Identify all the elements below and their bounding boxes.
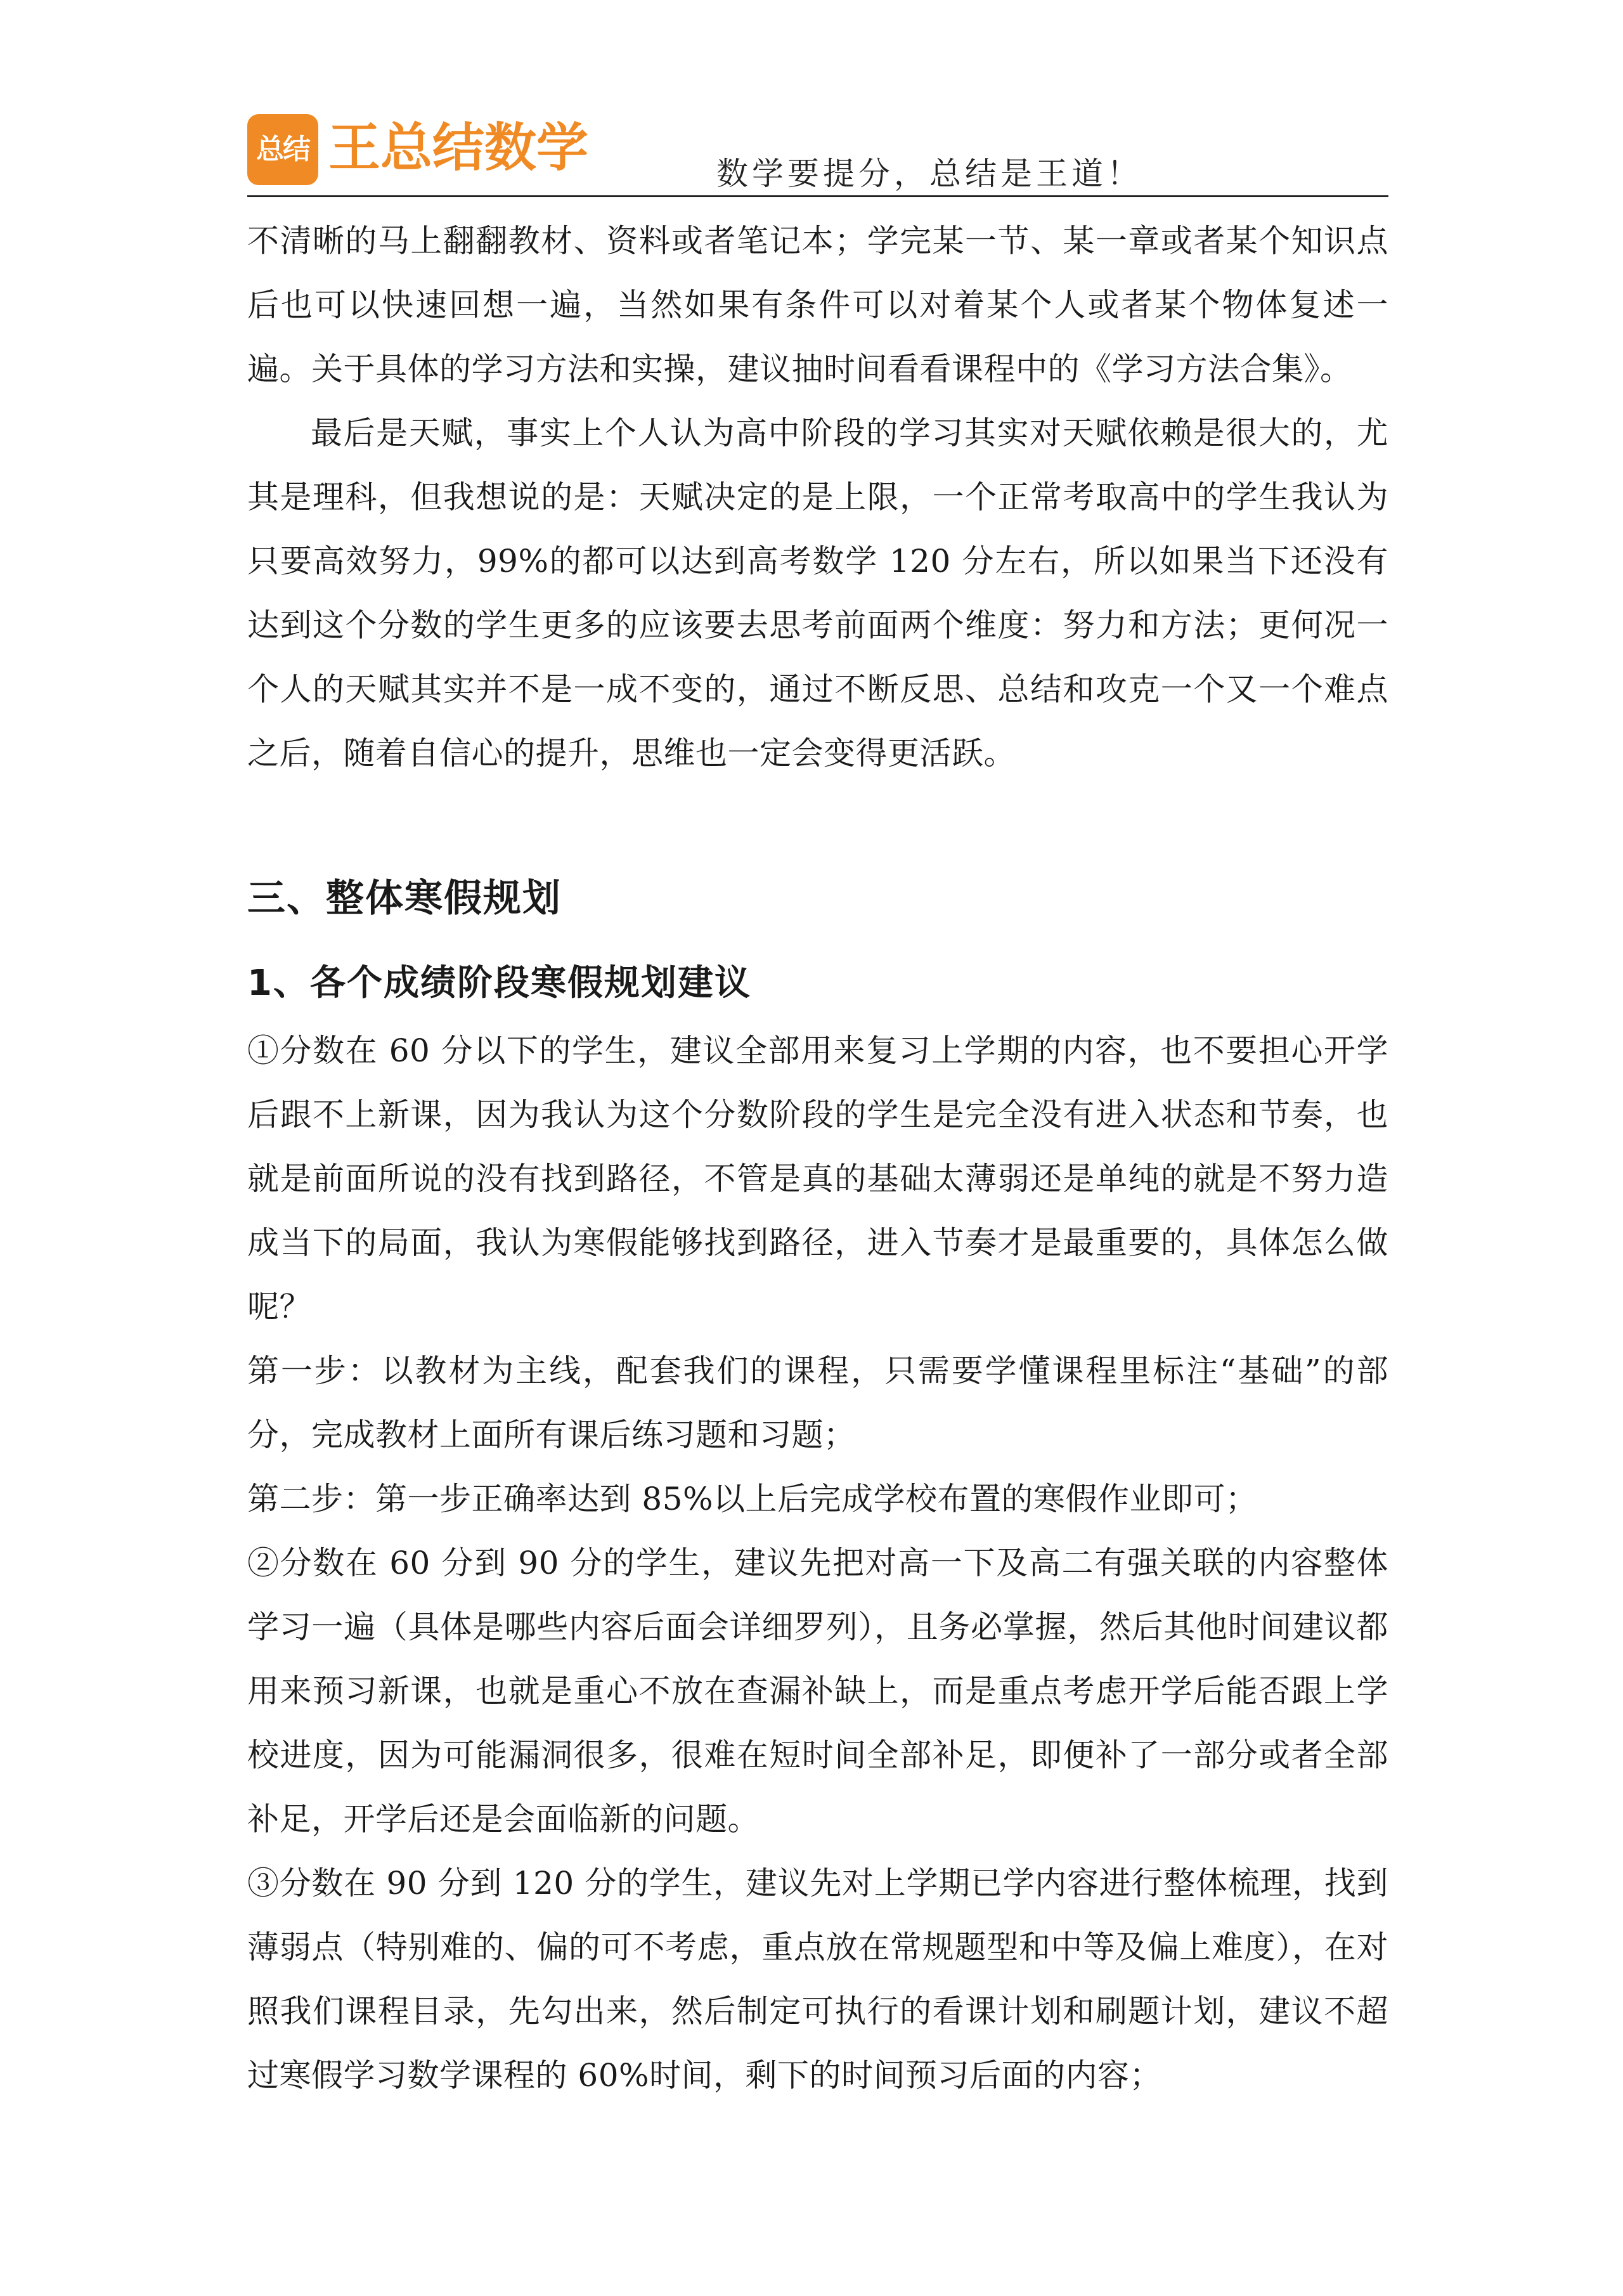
document-body	[247, 209, 1388, 2108]
subsection-title: 1、各个成绩阶段寒假规划建议	[247, 963, 751, 1004]
plan-step-two: 第二步：第一步正确率达到 85%以上后完成学校布置的寒假作业即可；	[247, 1481, 1258, 1517]
header-slogan: 数学要提分，总结是王道！	[716, 155, 1142, 192]
page-header	[247, 108, 1388, 197]
logo-badge-icon: 总结	[247, 114, 318, 185]
section-title: 三、整体寒假规划	[247, 876, 562, 921]
header-divider	[247, 195, 1388, 197]
paragraph-talent: 最后是天赋，事实上个人认为高中阶段的学习其实对天赋依赖是很大的，尤其是理科，但我想说的是：天赋决定的是上限，一个正常考取高中的学生我认为只要高效努力，99%的都可以达到高考数学 120 分左右，所以如果当下还没有达到这个分数的学生更多的应该要去思考前面两个维度：努力和方法；更何况一个人的天赋其实并不是一成不变的，通过不断反思、总结和攻克一个又一个难点之后，随着自信心的提升，思维也一定会变得更活跃。	[247, 415, 1388, 772]
plan-item-60-to-90: ②分数在 60 分到 90 分的学生，建议先把对高一下及高二有强关联的内容整体学习一遍（具体是哪些内容后面会详细罗列），且务必掌握，然后其他时间建议都用来预习新课，也就是重心不放在查漏补缺上，而是重点考虑开学后能否跟上学校进度，因为可能漏洞很多，很难在短时间全部补足，即便补了一部分或者全部补足，开学后还是会面临新的问题。	[247, 1545, 1388, 1838]
paragraph-continuation: 不清晰的马上翻翻教材、资料或者笔记本；学完某一节、某一章或者某个知识点后也可以快速回想一遍，当然如果有条件可以对着某个人或者某个物体复述一遍。关于具体的学习方法和实操，建议抽时间看看课程中的《学习方法合集》。	[247, 223, 1388, 387]
logo-text: 王总结数学	[328, 118, 589, 178]
plan-item-90-to-120: ③分数在 90 分到 120 分的学生，建议先对上学期已学内容进行整体梳理，找到薄弱点（特别难的、偏的可不考虑，重点放在常规题型和中等及偏上难度），在对照我们课程目录，先勾出来，然后制定可执行的看课计划和刷题计划，建议不超过寒假学习数学课程的 60%时间，剩下的时间预习后面的内容；	[247, 1865, 1388, 2094]
plan-item-below-60: ①分数在 60 分以下的学生，建议全部用来复习上学期的内容，也不要担心开学后跟不上新课，因为我认为这个分数阶段的学生是完全没有进入状态和节奏，也就是前面所说的没有找到路径，不管是真的基础太薄弱还是单纯的就是不努力造成当下的局面，我认为寒假能够找到路径，进入节奏才是最重要的，具体怎么做呢？	[247, 1032, 1388, 1325]
plan-step-one: 第一步：以教材为主线，配套我们的课程，只需要学懂课程里标注“基础”的部分，完成教材上面所有课后练习题和习题；	[247, 1352, 1388, 1453]
